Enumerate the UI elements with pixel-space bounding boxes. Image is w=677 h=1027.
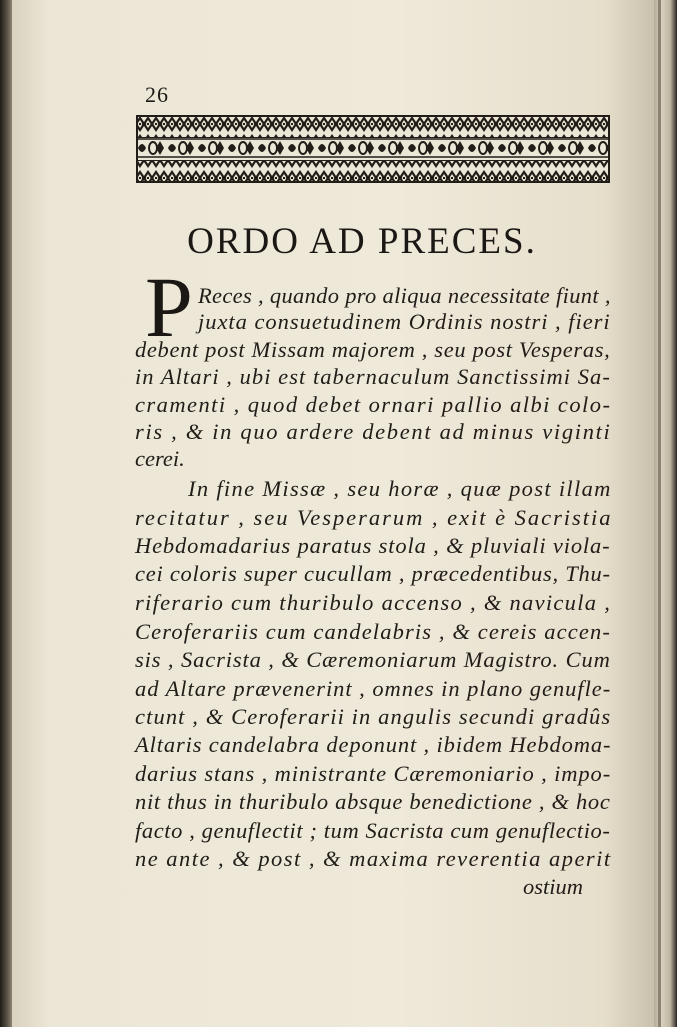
page-edge-strip xyxy=(658,0,661,1027)
text-line: nit thus in thuribulo absque benedictione , & hoc xyxy=(135,789,611,814)
drop-cap-initial: P xyxy=(145,259,193,355)
text-line: debent post Missam majorem , seu post Vesperas, xyxy=(135,337,611,362)
text-line: ad Altare prævenerint , omnes in plano genufle- xyxy=(135,676,612,701)
text-line: ne ante , & post , & maxima reverentia aperit xyxy=(135,846,612,871)
text-line: ris , & in quo ardere debent ad minus viginti xyxy=(135,419,612,444)
book-gutter-right xyxy=(654,0,677,1027)
book-gutter-left xyxy=(0,0,12,1027)
text-line: Hebdomadarius paratus stola , & pluviali viola- xyxy=(135,533,611,558)
text-line: sis , Sacrista , & Cæremoniarum Magistro. Cum xyxy=(135,647,611,672)
text-line: recitatur , seu Vesperarum , exit è Sacristia xyxy=(135,505,613,530)
section-heading: ORDO AD PRECES. xyxy=(187,221,537,262)
text-line: cei coloris super cucullam , præcedentibus, Thu- xyxy=(135,561,611,586)
text-line: in Altari , ubi est tabernaculum Sanctissimi Sa- xyxy=(135,364,611,389)
text-line: riferario cum thuribulo accenso , & navicula , xyxy=(135,590,612,615)
catchword: ostium xyxy=(523,874,584,899)
text-line: Ceroferariis cum candelabris , & cereis accen- xyxy=(135,619,611,644)
text-line: Reces , quando pro aliqua necessitate fiunt , xyxy=(198,283,611,308)
text-line: ctunt , & Ceroferarii in angulis secundi gradûs xyxy=(135,704,612,729)
book-page xyxy=(12,0,654,1027)
text-line: darius stans , ministrante Cæremoniario , impo- xyxy=(135,761,612,786)
text-line: facto , genuflectit ; tum Sacrista cum genuflectio- xyxy=(135,818,611,843)
text-line: cerei. xyxy=(135,446,185,471)
ornamental-headpiece xyxy=(136,115,610,183)
text-line: Altaris candelabra deponunt , ibidem Hebdoma- xyxy=(135,732,612,757)
text-line: juxta consuetudinem Ordinis nostri , fieri xyxy=(198,309,611,334)
text-line: cramenti , quod debet ornari pallio albi colo- xyxy=(135,392,612,417)
text-line: In fine Missæ , seu horæ , quæ post illam xyxy=(188,476,612,501)
page-number: 26 xyxy=(145,82,169,107)
